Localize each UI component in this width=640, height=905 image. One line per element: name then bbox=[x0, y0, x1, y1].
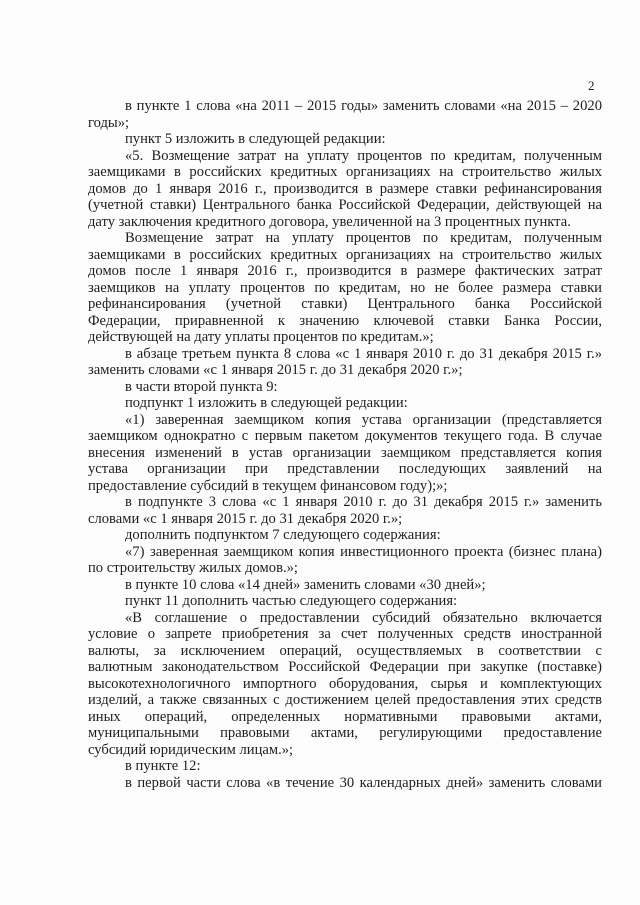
text-line: высокотехнологичного импортного оборудования, сырья и комплектующих bbox=[88, 675, 602, 692]
text-line: в подпункте 3 слова «с 1 января 2010 г. до 31 декабря 2015 г.» заменить bbox=[125, 494, 602, 510]
text-line: Федерации, приравненной к значению ключевой ставки Банка России, bbox=[88, 312, 602, 329]
text-line: дату заключения кредитного договора, увеличенной на 3 процентных пункта. bbox=[88, 213, 571, 230]
text-line: в пункте 10 слова «14 дней» заменить словами «30 дней»; bbox=[125, 576, 486, 593]
text-line: субсидий юридическим лицам.»; bbox=[88, 741, 294, 758]
text-line: словами «с 1 января 2015 г. до 31 декабря 2020 г.»; bbox=[88, 510, 403, 527]
text-line: по строительству жилых домов.»; bbox=[88, 560, 298, 576]
text-line: внесения изменений в устав организации заемщиком представляется копия bbox=[88, 444, 602, 461]
text-line: подпункт 1 изложить в следующей редакции: bbox=[125, 395, 408, 411]
text-line: рефинансирования (учетной ставки) Центрального банка Российской bbox=[88, 296, 602, 312]
text-line: валютным законодательством Российской Федерации при закупке (поставке) bbox=[88, 659, 602, 675]
text-line: заемщиками в российских кредитных организациях на строительство жилых bbox=[88, 246, 602, 263]
text-line: в пункте 12: bbox=[125, 758, 201, 774]
text-line: «7) заверенная заемщиком копия инвестиционного проекта (бизнес плана) bbox=[125, 543, 602, 560]
text-line: изделий, а также связанных с достижением целей предоставления этих средств bbox=[88, 692, 602, 708]
text-line: в абзаце третьем пункта 8 слова «с 1 января 2010 г. до 31 декабря 2015 г.» bbox=[125, 345, 602, 362]
text-line: годы»; bbox=[88, 114, 130, 131]
text-line: предоставление субсидий в текущем финансовом году);»; bbox=[88, 477, 448, 494]
text-line: в первой части слова «в течение 30 календарных дней» заменить словами bbox=[125, 774, 602, 791]
text-line: заемщиками в российских кредитных организациях на строительство жилых bbox=[88, 164, 602, 180]
text-line: пункт 5 изложить в следующей редакции: bbox=[125, 131, 386, 147]
document-body bbox=[88, 98, 602, 791]
text-line: (учетной ставки) Центрального банка Российской Федерации, действующей на bbox=[88, 197, 602, 213]
text-line: заменить словами «с 1 января 2015 г. до 31 декабря 2020 г.»; bbox=[88, 362, 463, 378]
text-line: заемщиком однократно с первым пакетом документов текущего года. В случае bbox=[88, 428, 602, 444]
text-line: пункт 11 дополнить частью следующего содержания: bbox=[125, 593, 458, 609]
text-line: условие о запрете приобретения за счет полученных средств иностранной bbox=[88, 626, 602, 642]
text-line: Возмещение затрат на уплату процентов по кредитам, полученным bbox=[125, 230, 602, 246]
text-line: «В соглашение о предоставлении субсидий обязательно включается bbox=[125, 609, 602, 626]
text-line: муниципальными правовыми актами, регулирующими предоставление bbox=[88, 725, 602, 741]
text-line: действующей на дату уплаты процентов по кредитам.»; bbox=[88, 329, 434, 345]
text-line: в части второй пункта 9: bbox=[125, 378, 278, 395]
text-line: иных операций, определенных нормативными правовыми актами, bbox=[88, 708, 602, 725]
text-line: устава организации при представлении последующих заявлений на bbox=[88, 461, 602, 477]
text-line: дополнить подпунктом 7 следующего содержания: bbox=[125, 527, 441, 543]
text-line: «5. Возмещение затрат на уплату процентов по кредитам, полученным bbox=[125, 147, 602, 164]
text-line: валюты, за исключением операций, осуществляемых в соответствии с bbox=[88, 642, 602, 659]
text-line: домов до 1 января 2016 г., производится в размере ставки рефинансирования bbox=[88, 180, 602, 197]
text-line: домов после 1 января 2016 г., производится в размере фактических затрат bbox=[88, 263, 602, 279]
page-number: 2 bbox=[588, 78, 595, 93]
text-line: «1) заверенная заемщиком копия устава организации (представляется bbox=[125, 411, 602, 428]
text-line: заемщиков на уплату процентов по кредитам, но не более размера ставки bbox=[88, 279, 602, 296]
text-line: в пункте 1 слова «на 2011 – 2015 годы» заменить словами «на 2015 – 2020 bbox=[125, 98, 602, 114]
